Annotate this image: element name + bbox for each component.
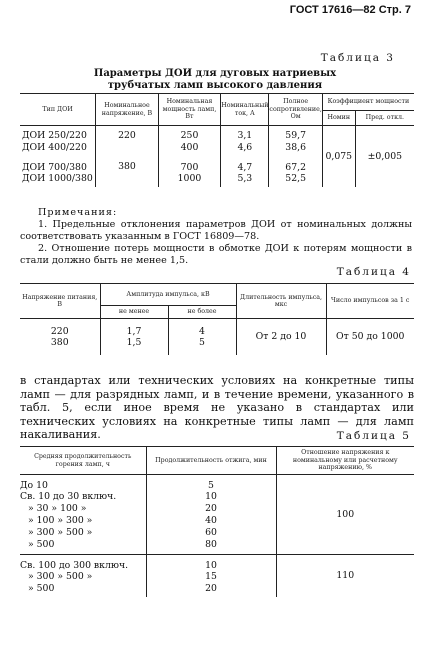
t3-current-3: 4,7	[221, 161, 269, 173]
t4-count-value: От 50 до 1000	[326, 319, 414, 355]
t5-g1-anneal-1: 5	[146, 475, 276, 491]
table3-title-line1: Параметры ДОИ для дуговых натриевых	[93, 68, 337, 79]
t5-g1-duration-6: » 500	[28, 538, 55, 550]
t3-current-2: 4,6	[221, 141, 269, 153]
t5-header-anneal: Продолжительность отжига, мин	[146, 447, 276, 475]
table5-caption: Таблица 5	[336, 430, 411, 442]
t3-power-3: 700	[158, 161, 221, 173]
t5-g1-duration-3: » 30 » 100 »	[28, 503, 87, 514]
t3-header-current: Номинальный ток, А	[221, 94, 269, 126]
t4-header-min: не менее	[100, 306, 168, 319]
note-1: 1. Предельные отклонения параметров ДОИ от номинальных должны соответствовать указанным в ГОСТ 16809—78.	[20, 219, 412, 242]
t3-type-2: ДОИ 400/220	[22, 141, 87, 153]
t5-group2-ratio: 110	[276, 555, 414, 597]
table3-title-line2: трубчатых ламп высокого давления	[107, 80, 323, 91]
table3-title	[30, 68, 400, 92]
t3-voltage-group1: 220	[96, 126, 159, 154]
note-2: 2. Отношение потерь мощности в обмотке ДОИ к потерям мощности в стали должно быть не менее 1,5.	[20, 243, 412, 266]
t4-min-1: 1,7	[100, 319, 168, 337]
t5-header-ratio: Отношение напряжения к номинальному или расчетному напряжению, %	[276, 447, 414, 475]
body-paragraph: в стандартах или технических условиях на конкретные типы ламп — для разрядных ламп, и в течение времени, указанного в табл. 5, если иное время не указано в стандартах или технических условиях на конкретные типы ламп — для ламп накаливания.	[20, 374, 414, 442]
t4-header-voltage: Напряжение питания, В	[20, 284, 100, 319]
t5-g2-anneal-2: 15	[146, 571, 276, 583]
t3-voltage-group2: 380	[96, 161, 159, 187]
t3-header-power: Номинальная мощность ламп, Вт	[158, 94, 221, 126]
t5-g2-anneal-3: 20	[146, 583, 276, 597]
t4-header-max: не более	[168, 306, 236, 319]
t3-header-coef-lim: Пред. откл.	[355, 111, 414, 126]
t4-voltage-2: 380	[50, 336, 69, 348]
t4-min-2: 1,5	[100, 337, 168, 355]
t3-resistance-2: 38,6	[269, 141, 322, 153]
table4-caption: Таблица 4	[336, 266, 411, 278]
t5-g1-anneal-2: 10	[146, 491, 276, 503]
t5-group1-ratio: 100	[276, 475, 414, 555]
t5-g2-duration-1: Св. 100 до 300 включ.	[20, 559, 129, 571]
t3-power-4: 1000	[158, 173, 221, 187]
t3-type-4: ДОИ 1000/380	[22, 173, 93, 184]
t3-type-3: ДОИ 700/380	[22, 161, 87, 173]
notes-heading: Примечания:	[38, 207, 118, 218]
t5-g2-anneal-1: 10	[146, 555, 276, 571]
page-header: ГОСТ 17616—82 Стр. 7	[289, 4, 411, 16]
t5-g1-anneal-3: 20	[146, 503, 276, 515]
t4-header-count: Число импульсов за 1 с	[326, 284, 414, 319]
t5-g2-duration-3: » 500	[28, 582, 55, 594]
t5-g1-anneal-4: 40	[146, 515, 276, 527]
t4-header-amplitude: Амплитуда импульса, кВ	[100, 284, 236, 306]
t5-header-duration: Средняя продолжительность горения ламп, ч	[20, 447, 146, 475]
t5-g1-duration-2: Св. 10 до 30 включ.	[20, 491, 117, 502]
t3-power-2: 400	[158, 141, 221, 153]
table5	[20, 446, 414, 597]
t3-power-1: 250	[158, 126, 221, 142]
t4-max-1: 4	[168, 319, 236, 337]
t3-header-coef-nom: Номин	[322, 111, 355, 126]
t4-duration-value: От 2 до 10	[236, 319, 326, 355]
t4-max-2: 5	[168, 337, 236, 355]
t5-g1-anneal-5: 60	[146, 527, 276, 539]
t3-type-1: ДОИ 250/220	[22, 130, 87, 141]
t3-header-resistance: Полное сопротивление, Ом	[269, 94, 322, 126]
t3-header-type: Тип ДОИ	[20, 94, 96, 126]
t3-resistance-1: 59,7	[269, 126, 322, 142]
t3-current-4: 5,3	[221, 173, 269, 187]
t5-g1-duration-4: » 100 » 300 »	[28, 515, 93, 526]
notes	[20, 207, 412, 267]
t4-header-duration: Длительность импульса, мкс	[236, 284, 326, 319]
table4	[20, 283, 414, 355]
table3-caption: Таблица 3	[320, 52, 395, 64]
t5-g1-duration-1: До 10	[20, 479, 48, 491]
t3-resistance-4: 52,5	[269, 173, 322, 187]
t5-g1-duration-5: » 300 » 500 »	[28, 527, 93, 538]
t3-coef-lim-value: ±0,005	[355, 126, 414, 188]
t3-header-voltage: Номинальное напряжение, В	[96, 94, 159, 126]
t5-g1-anneal-6: 80	[146, 539, 276, 555]
t3-header-coef: Коэффициент мощности	[322, 94, 414, 111]
t4-voltage-1: 220	[50, 325, 69, 337]
table3	[20, 93, 414, 187]
t3-current-1: 3,1	[221, 126, 269, 142]
t5-g2-duration-2: » 300 » 500 »	[28, 571, 93, 582]
t3-resistance-3: 67,2	[269, 161, 322, 173]
t3-coef-nom-value: 0,075	[322, 126, 355, 188]
